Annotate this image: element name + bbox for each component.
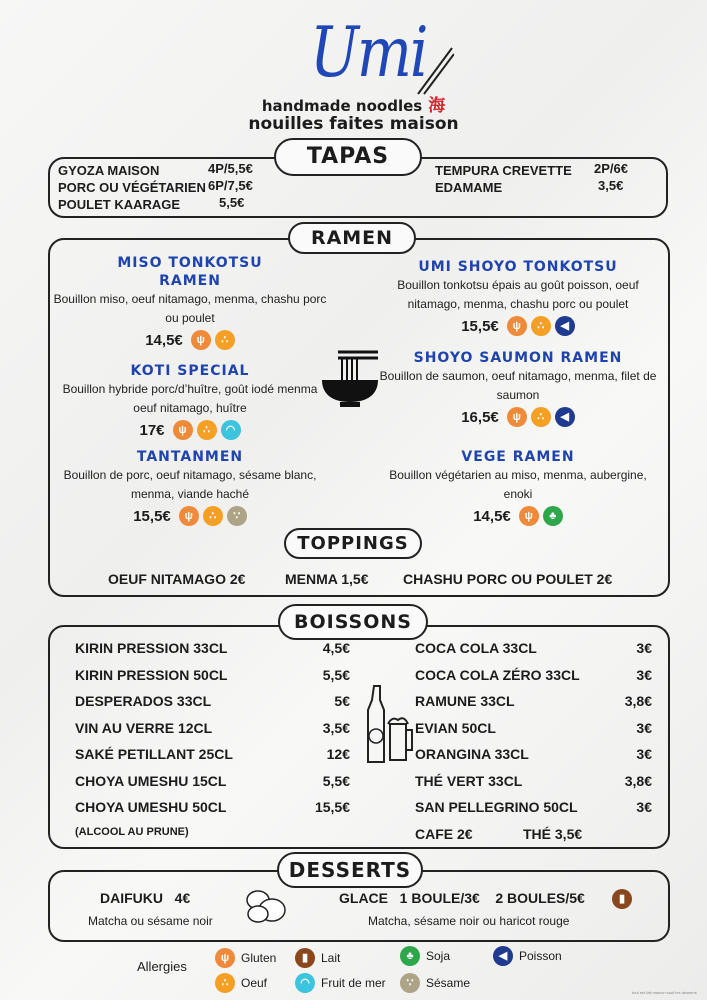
soja-icon: ♣ — [543, 506, 563, 526]
allergy-label: Sésame — [426, 976, 471, 990]
tagline-fr: nouilles faites maison — [248, 114, 459, 134]
allergy-label: Poisson — [519, 949, 562, 963]
tapas-item-name: EDAMAME — [435, 180, 503, 195]
allergies-label: Allergies — [137, 959, 187, 974]
poisson-icon: ◀ — [555, 407, 575, 427]
dish-name: KOTI SPECIAL — [130, 363, 250, 379]
umeshu-note: (ALCOOL AU PRUNE) — [75, 826, 189, 838]
sesame-icon: ∵ — [227, 506, 247, 526]
beer-icon — [352, 684, 416, 766]
dish-name: SHOYO SAUMON RAMEN — [413, 350, 623, 366]
ramen-dish — [50, 362, 330, 440]
logo: Umi — [310, 11, 427, 93]
dish-name: MISO TONKOTSU RAMEN — [117, 255, 263, 289]
dish-desc: Bouillon de porc, oeuf nitamago, sésame blanc, menma, viande haché — [63, 468, 317, 501]
drink-price: 3€ — [636, 666, 652, 683]
oeuf-icon: ∴ — [203, 506, 223, 526]
footnote: tout est fait maison sauf les desserts — [632, 990, 697, 995]
dish-name: TANTANMEN — [136, 449, 244, 465]
fruit-de-mer-icon: ◠ — [221, 420, 241, 440]
dish-price: 15,5€ — [133, 507, 171, 525]
drink-price: 5,5€ — [322, 772, 350, 789]
allergy-legend-item — [295, 948, 340, 968]
drink-name: CHOYA UMESHU 15CL — [75, 772, 227, 789]
allergy-legend-item — [493, 946, 562, 966]
dish-price-row — [378, 316, 658, 336]
dish-name: VEGE RAMEN — [461, 449, 575, 465]
tagline-en-text: handmade noodles — [261, 97, 423, 115]
oeuf-icon: ∴ — [197, 420, 217, 440]
drink-name: THÉ VERT 33CL — [415, 772, 523, 789]
tapas-item-price: 4P/5,5€ — [208, 161, 253, 176]
glace-desc: Matcha, sésame noir ou haricot rouge — [368, 914, 570, 928]
allergy-label: Gluten — [241, 951, 277, 965]
toppings-title: TOPPINGS — [284, 528, 422, 559]
gluten-icon: ψ — [507, 407, 527, 427]
allergy-legend-item — [215, 948, 276, 968]
allergy-legend-item — [295, 973, 386, 993]
dish-price: 16,5€ — [461, 408, 499, 426]
drink-price: 3,8€ — [624, 693, 652, 709]
ramen-dish — [50, 448, 330, 526]
drink-name: SAKÉ PETILLANT 25CL — [75, 746, 233, 762]
oeuf-icon: ∴ — [215, 330, 235, 350]
drink-price: 4,5€ — [322, 640, 350, 656]
allergy-label: Oeuf — [241, 976, 268, 990]
glace-item: GLACE 1 BOULE/3€ 2 BOULES/5€ — [339, 890, 585, 906]
tapas-item-price: 5,5€ — [219, 195, 245, 210]
dish-price: 14,5€ — [473, 507, 511, 525]
chopsticks-icon — [414, 46, 454, 96]
drink-name: RAMUNE 33CL — [415, 693, 515, 709]
drink-price: 5,5€ — [322, 666, 350, 683]
allergy-legend-item — [215, 973, 267, 993]
dish-price: 14,5€ — [145, 331, 183, 349]
drink-price: 3€ — [636, 640, 652, 656]
poisson-icon: ◀ — [493, 946, 513, 966]
ramen-title: RAMEN — [288, 222, 416, 254]
topping-item: MENMA 1,5€ — [285, 571, 369, 587]
daifuku-desc: Matcha ou sésame noir — [88, 914, 213, 928]
daifuku-item: DAIFUKU 4€ — [100, 890, 191, 906]
noodle-bowl-icon — [320, 348, 380, 410]
drink-name: SAN PELLEGRINO 50CL — [415, 799, 578, 815]
tapas-item-name: TEMPURA CREVETTE — [435, 163, 572, 178]
drink-name: ORANGINA 33CL — [415, 746, 529, 762]
kanji: 海 — [428, 96, 446, 116]
dish-name: UMI SHOYO TONKOTSU — [418, 259, 618, 275]
dish-price-row — [50, 330, 330, 350]
allergy-legend-item — [400, 946, 450, 966]
ramen-dish — [50, 254, 330, 350]
tapas-item-price: 2P/6€ — [594, 161, 628, 176]
drink-price: 3€ — [636, 719, 652, 736]
gluten-icon: ψ — [507, 316, 527, 336]
tapas-title: TAPAS — [274, 138, 422, 176]
sesame-icon: ∵ — [400, 973, 420, 993]
drink-name: VIN AU VERRE 12CL — [75, 719, 213, 736]
drink-name: KIRIN PRESSION 50CL — [75, 666, 228, 683]
drink-name: DESPERADOS 33CL — [75, 693, 212, 709]
tapas-item-price: 3,5€ — [598, 178, 624, 193]
gluten-icon: ψ — [179, 506, 199, 526]
dish-price-row — [50, 506, 330, 526]
topping-item: OEUF NITAMAGO 2€ — [108, 571, 246, 587]
oeuf-icon: ∴ — [215, 973, 235, 993]
allergy-label: Fruit de mer — [321, 976, 386, 990]
desserts-title: DESSERTS — [277, 852, 423, 888]
topping-item: CHASHU PORC OU POULET 2€ — [403, 571, 613, 587]
the-item: THÉ 3,5€ — [523, 826, 583, 842]
ramen-dish — [378, 349, 658, 427]
ramen-dish — [378, 448, 658, 526]
dish-price-row — [50, 420, 330, 440]
oeuf-icon: ∴ — [531, 407, 551, 427]
mochi-icon — [244, 888, 288, 924]
tapas-item-name: PORC OU VÉGÉTARIEN — [58, 180, 206, 195]
gluten-icon: ψ — [173, 420, 193, 440]
dish-price: 17€ — [139, 421, 165, 439]
allergy-label: Soja — [426, 949, 451, 963]
dish-desc: Bouillon miso, oeuf nitamago, menma, chashu porc ou poulet — [53, 292, 327, 325]
tagline-en — [0, 91, 707, 116]
gluten-icon: ψ — [519, 506, 539, 526]
drink-price: 3,8€ — [624, 772, 652, 789]
drink-name: COCA COLA ZÉRO 33CL — [415, 666, 580, 683]
allergy-legend-item — [400, 973, 470, 993]
dish-price-row — [378, 407, 658, 427]
drink-price: 12€ — [326, 746, 350, 762]
soja-icon: ♣ — [400, 946, 420, 966]
lait-icon: ▮ — [295, 948, 315, 968]
dish-price: 15,5€ — [461, 317, 499, 335]
tapas-item-name: GYOZA MAISON — [58, 163, 160, 178]
drink-name: KIRIN PRESSION 33CL — [75, 640, 228, 656]
drink-price: 3€ — [636, 799, 652, 815]
drink-price: 5€ — [334, 693, 350, 709]
tapas-item-name: POULET KAARAGE — [58, 197, 181, 212]
ramen-dish — [378, 258, 658, 336]
cafe-item: CAFE 2€ — [415, 826, 473, 842]
allergy-label: Lait — [321, 951, 341, 965]
gluten-icon: ψ — [191, 330, 211, 350]
lait-icon: ▮ — [612, 889, 632, 909]
dish-price-row — [378, 506, 658, 526]
gluten-icon: ψ — [215, 948, 235, 968]
drink-name: EVIAN 50CL — [415, 719, 496, 736]
poisson-icon: ◀ — [555, 316, 575, 336]
drink-price: 15,5€ — [314, 799, 350, 815]
dish-desc: Bouillon tonkotsu épais au goût poisson, oeuf nitamago, menma, chashu porc ou poulet — [397, 278, 639, 311]
boissons-title: BOISSONS — [278, 604, 428, 640]
tapas-item-price: 6P/7,5€ — [208, 178, 253, 193]
fruit-de-mer-icon: ◠ — [295, 973, 315, 993]
oeuf-icon: ∴ — [531, 316, 551, 336]
drink-price: 3€ — [636, 746, 652, 762]
drink-name: CHOYA UMESHU 50CL — [75, 799, 227, 815]
dish-desc: Bouillon hybride porc/d’huître, goût iodé menma oeuf nitamago, huître — [62, 382, 318, 415]
drink-name: COCA COLA 33CL — [415, 640, 537, 656]
drink-price: 3,5€ — [322, 719, 350, 736]
dish-desc: Bouillon de saumon, oeuf nitamago, menma, filet de saumon — [379, 369, 657, 402]
dish-desc: Bouillon végétarien au miso, menma, aubergine, enoki — [389, 468, 647, 501]
